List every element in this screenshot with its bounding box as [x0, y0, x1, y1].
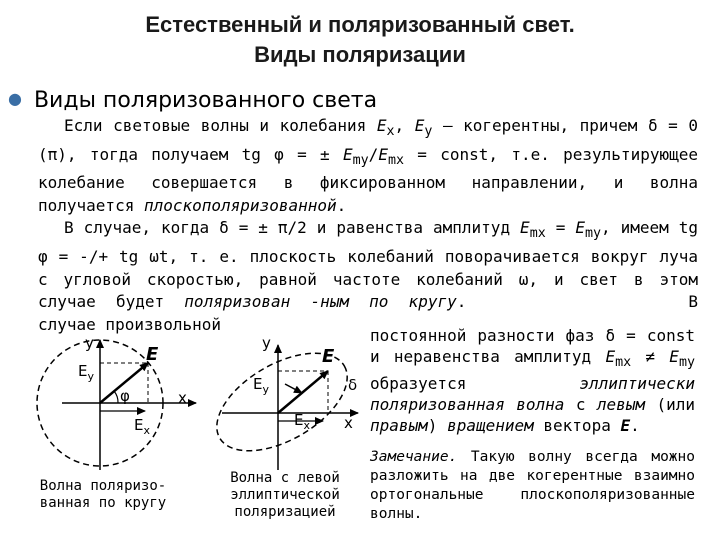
circular-polarization-diagram — [37, 334, 196, 470]
bullet-dot-icon: ● — [8, 89, 22, 108]
e-vector — [278, 371, 328, 413]
e-vector-label: E — [322, 346, 335, 367]
bullet-heading-text: Виды поляризованного света — [33, 88, 378, 113]
x-axis-label: x — [344, 414, 353, 432]
remark-text: Такую волну всегда можно разложить на две когерентные взаимно ортогональные плоскополяризованные волны. — [370, 449, 695, 522]
caption-elliptical: Волна с левой эллиптической поляризацией — [230, 470, 340, 520]
elliptical-polarization-diagram — [201, 333, 364, 471]
ex-label: $E_x$ — [294, 411, 310, 432]
slide-title-line1: Естественный и поляризованный свет. — [145, 12, 575, 37]
y-axis-label: y — [262, 334, 271, 352]
y-axis-label: y — [85, 334, 94, 352]
phi-label: φ — [120, 387, 130, 405]
term-elliptically-polarized: эллиптически поляризованная волна — [370, 374, 695, 415]
polarization-ellipse — [201, 333, 364, 471]
ey-label: $E_y$ — [253, 375, 269, 396]
caption-circular: Волна поляризо- ванная по кругу — [39, 478, 167, 511]
ey-component-arrow — [285, 384, 302, 393]
term-plane-polarized: плоскополяризованной — [143, 195, 337, 215]
paragraph-circular-polarization: В случае, когда δ = ± π/2 и равенства амплитуд $E_{mx} = E_{my}$, имеем tg φ = -/+ tg ωt, т. е. плоскость колебаний поворачивается вокруг луча с угловой скоростью, равной частоте колебаний ω, и свет в этом случае будет поляризован -ным по кругу. В случае произвольной — [38, 218, 699, 334]
paragraph-elliptical-polarization: постоянной разности фаз δ = const и неравенства амплитуд $E_{mx} \ne E_{my}$ образуется эллиптически поляризованная волна с левым (или правым) вращением вектора E. — [370, 326, 695, 436]
ex-label: $E_x$ — [134, 416, 150, 437]
term-circular-polarized: поляризован — [184, 292, 291, 312]
delta-label: δ — [348, 376, 358, 394]
slide-title-line2: Виды поляризации — [254, 42, 466, 67]
ey-label: $E_y$ — [78, 362, 94, 383]
x-axis-label: x — [178, 389, 187, 407]
paragraph-plane-polarization: Если световые волны и колебания $E_x$, $E_y$ – когерентны, причем δ = 0 (π), тогда получаем tg φ = ± $E_{my}/E_{mx}$ = const, т.е. результирующее колебание совершается в фиксированном направлении, и волна получается плоскополяризованной. — [38, 116, 699, 215]
phi-arc — [114, 391, 118, 403]
e-vector-label: E — [146, 344, 159, 365]
remark-label: Замечание. — [370, 449, 458, 465]
